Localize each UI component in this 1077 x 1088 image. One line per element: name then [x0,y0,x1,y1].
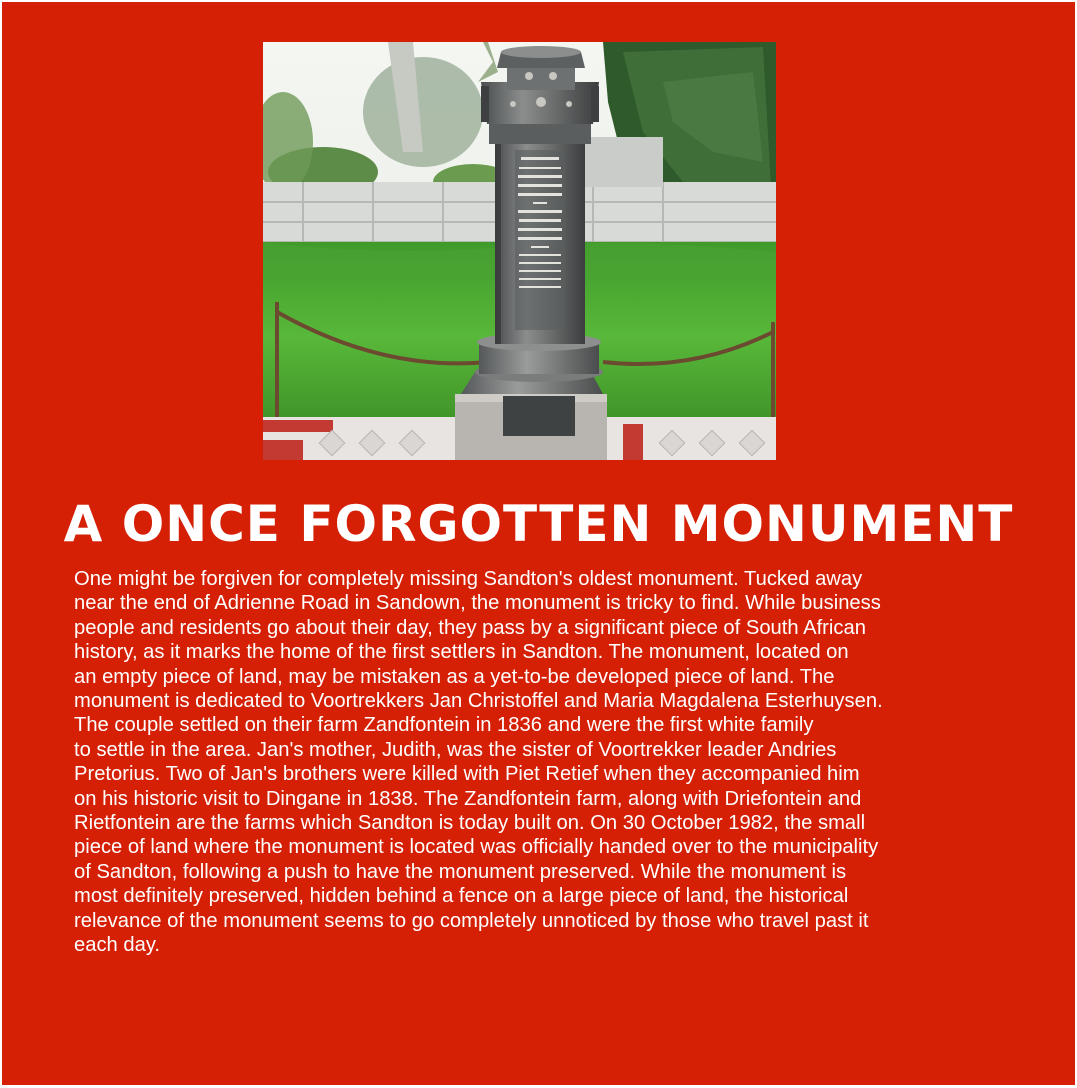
body-line: piece of land where the monument is located was officially handed over to the municipality [74,836,879,859]
body-line: of Sandton, following a push to have the monument preserved. While the monument is [74,860,847,883]
body-line: The couple settled on their farm Zandfontein in 1836 and were the first white family [74,714,814,737]
body-line: an empty piece of land, may be mistaken as a yet-to-be developed piece of land. The [74,665,835,688]
body-line: Pretorius. Two of Jan's brothers were killed with Piet Retief when they accompanied him [74,763,860,786]
body-line: history, as it marks the home of the first settlers in Sandton. The monument, located on [74,641,849,664]
body-line: most definitely preserved, hidden behind a fence on a large piece of land, the historical [74,885,849,908]
headline: A ONCE FORGOTTEN MONUMENT [63,495,1014,553]
body-line: people and residents go about their day, they pass by a significant piece of South African [74,616,866,639]
body-line: to settle in the area. Jan's mother, Judith, was the sister of Voortrekker leader Andries [74,738,837,761]
article-body [74,567,1014,958]
body-line: on his historic visit to Dingane in 1838. The Zandfontein farm, along with Driefontein and [74,787,862,810]
body-line: relevance of the monument seems to go completely unnoticed by those who travel past it [74,909,869,932]
body-line: Rietfontein are the farms which Sandton is today built on. On 30 October 1982, the small [74,812,866,835]
body-line: near the end of Adrienne Road in Sandown, the monument is tricky to find. While business [74,592,881,615]
body-line: each day. [74,934,161,957]
monument-photo [263,42,776,460]
body-line: monument is dedicated to Voortrekkers Jan Christoffel and Maria Magdalena Esterhuysen. [74,690,883,713]
body-line: One might be forgiven for completely missing Sandton's oldest monument. Tucked away [74,568,863,590]
